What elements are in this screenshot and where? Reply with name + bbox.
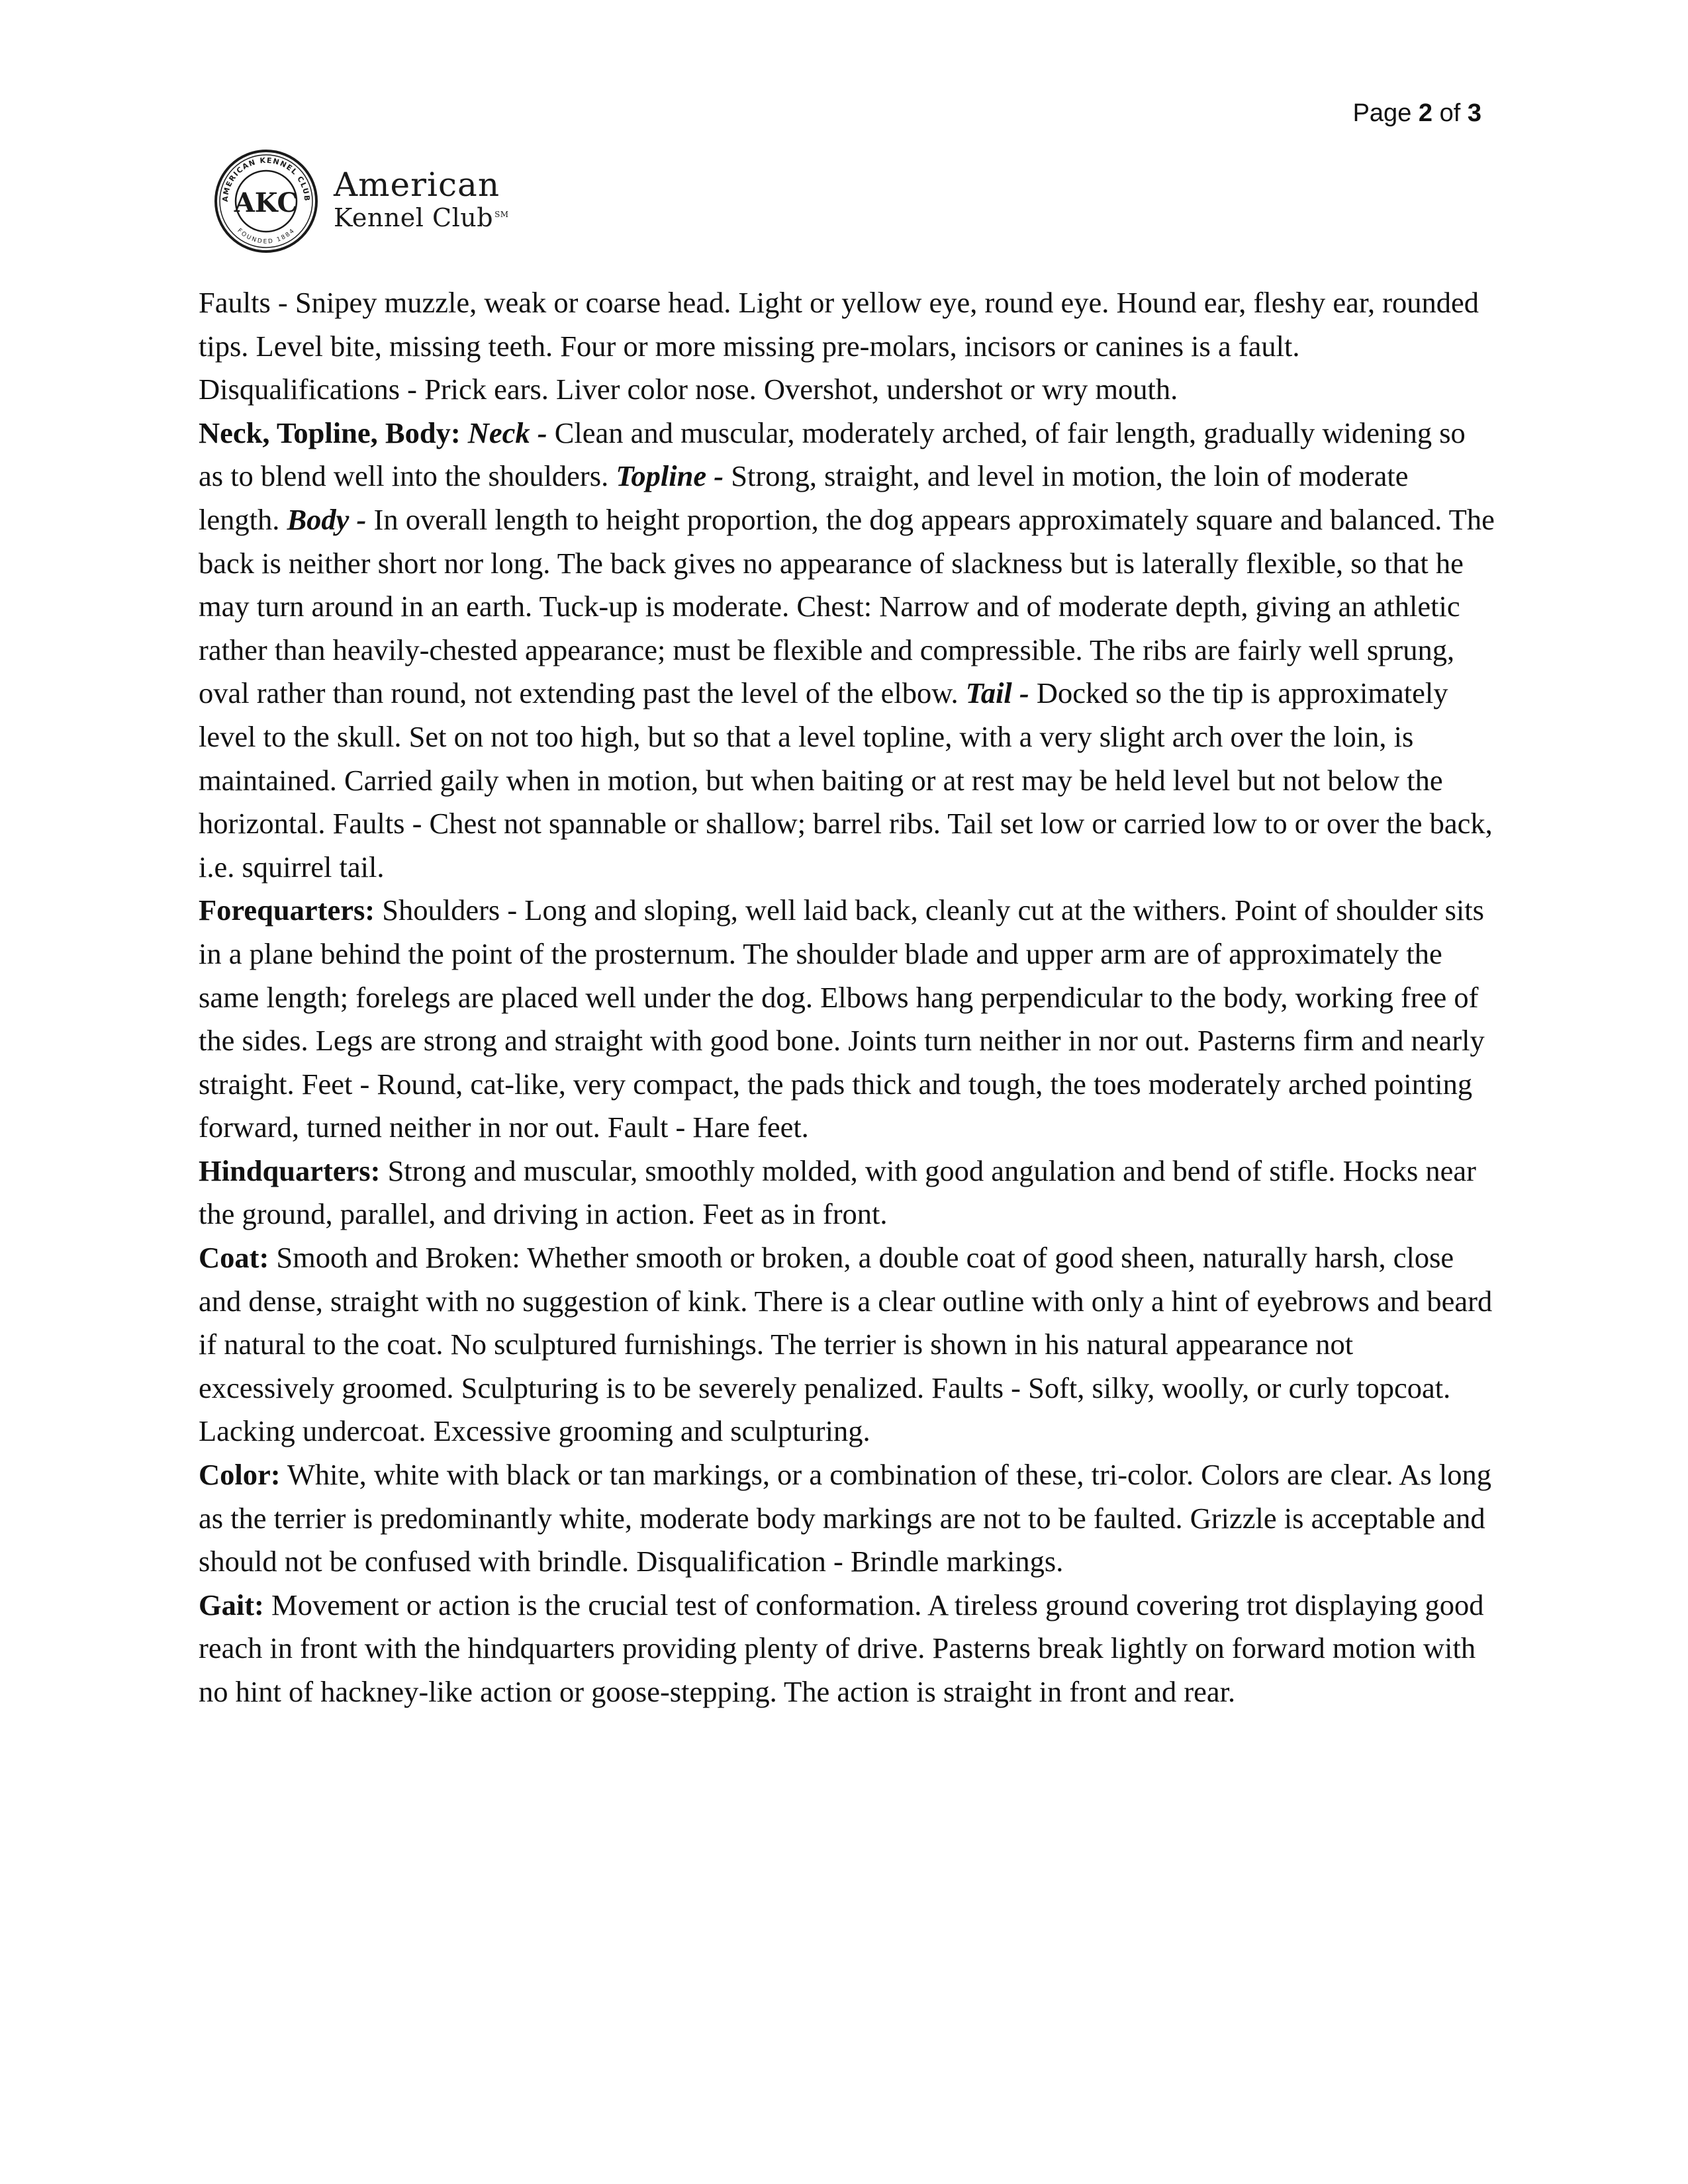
body-label: Body -	[287, 502, 367, 536]
coat-heading: Coat:	[199, 1241, 269, 1275]
page-number-total: 3	[1467, 99, 1481, 127]
page-number-prefix: Page	[1352, 99, 1412, 127]
hindquarters-heading: Hindquarters:	[199, 1154, 381, 1187]
tail-text: Docked so the tip is approximately level to the skull. Set on not too high, but so that a level topline, with a very slight arch over the loin, is maintained. Carried gaily when in motion, but when baiting or at rest may be held level but not below the horizontal. Faults - Chest not spannable or shallow; barrel ribs. Tail set low or carried low to or over the back, i.e. squirrel tail.	[199, 676, 1493, 884]
forequarters-heading: Forequarters:	[199, 893, 375, 927]
wordmark-line2	[334, 205, 509, 230]
coat-text: Smooth and Broken: Whether smooth or broken, a double coat of good sheen, naturally harsh, close and dense, straight with no suggestion of kink. There is a clear outline with only a hint of eyebrows and beard if natural to the coat. No sculptured furnishings. The terrier is shown in his natural appearance not excessively groomed. Sculpturing is to be severely penalized. Faults - Soft, silky, woolly, or curly topcoat. Lacking undercoat. Excessive grooming and sculpturing.	[199, 1241, 1493, 1448]
akc-logo	[213, 148, 518, 261]
akc-seal-icon	[213, 148, 319, 254]
hindquarters-section	[199, 1150, 1496, 1236]
neck-text: Clean and muscular, moderately arched, of fair length, gradually widening so as to blend well into the shoulders.	[199, 416, 1466, 493]
seal-ring-top-text: AMERICAN KENNEL CLUB	[220, 156, 312, 203]
breed-standard-body	[199, 281, 1496, 1714]
coat-section	[199, 1236, 1496, 1453]
service-mark: SM	[494, 210, 509, 220]
page-number-of: of	[1439, 99, 1461, 127]
color-section	[199, 1453, 1496, 1584]
gait-section	[199, 1584, 1496, 1714]
wordmark-line1: American	[334, 165, 500, 204]
color-text: White, white with black or tan markings, or a combination of these, tri-color. Colors are clear. As long as the terrier is predominantly white, moderate body markings are not to be faulted. Grizzle is acceptable and should not be confused with brindle. Disqualification - Brindle markings.	[199, 1458, 1491, 1578]
seal-ring-bottom-text: FOUNDED 1884	[236, 227, 297, 246]
tail-label: Tail -	[965, 676, 1029, 710]
forequarters-text: Shoulders - Long and sloping, well laid back, cleanly cut at the withers. Point of shoulder sits in a plane behind the point of the prosternum. The shoulder blade and upper arm are of approximately the same length; forelegs are placed well under the dog. Elbows hang perpendicular to the body, working free of the sides. Legs are strong and straight with good bone. Joints turn neither in nor out. Pasterns firm and nearly straight. Feet - Round, cat-like, very compact, the pads thick and tough, the toes moderately arched pointing forward, turned neither in nor out. Fault - Hare feet.	[199, 893, 1485, 1144]
gait-heading: Gait:	[199, 1588, 264, 1621]
neck-topline-body-section	[199, 412, 1496, 889]
akc-wordmark	[334, 165, 509, 232]
neck-label: Neck -	[467, 416, 547, 449]
topline-text: Strong, straight, and level in motion, the loin of moderate length.	[199, 459, 1409, 536]
color-heading: Color:	[199, 1458, 281, 1492]
wordmark-line2-text: Kennel Club	[334, 203, 494, 232]
intro-faults-paragraph: Faults - Snipey muzzle, weak or coarse head. Light or yellow eye, round eye. Hound ear, fleshy ear, rounded tips. Level bite, missing teeth. Four or more missing pre-molars, incisors or canines is a fault. Disqualifications - Prick ears. Liver color nose. Overshot, undershot or wry mouth.	[199, 286, 1479, 406]
page-number-current: 2	[1418, 99, 1433, 127]
hindquarters-text: Strong and muscular, smoothly molded, with good angulation and bend of stifle. Hocks near the ground, parallel, and driving in action. Feet as in front.	[199, 1154, 1476, 1231]
page-number	[1353, 99, 1481, 128]
neck-topline-body-heading: Neck, Topline, Body:	[199, 416, 461, 449]
seal-center-text: AKC	[234, 187, 299, 218]
topline-label: Topline -	[616, 459, 724, 493]
body-text: In overall length to height proportion, the dog appears approximately square and balanced. The back is neither short nor long. The back gives no appearance of slackness but is laterally flexible, so that he may turn around in an earth. Tuck-up is moderate. Chest: Narrow and of moderate depth, giving an athletic rather than heavily-chested appearance; must be flexible and compressible. The ribs are fairly well sprung, oval rather than round, not extending past the level of the elbow.	[199, 502, 1495, 710]
forequarters-section	[199, 889, 1496, 1150]
gait-text: Movement or action is the crucial test of conformation. A tireless ground covering trot displaying good reach in front with the hindquarters providing plenty of drive. Pasterns break lightly on forward motion with no hint of hackney-like action or goose-stepping. The action is straight in front and rear.	[199, 1588, 1484, 1708]
